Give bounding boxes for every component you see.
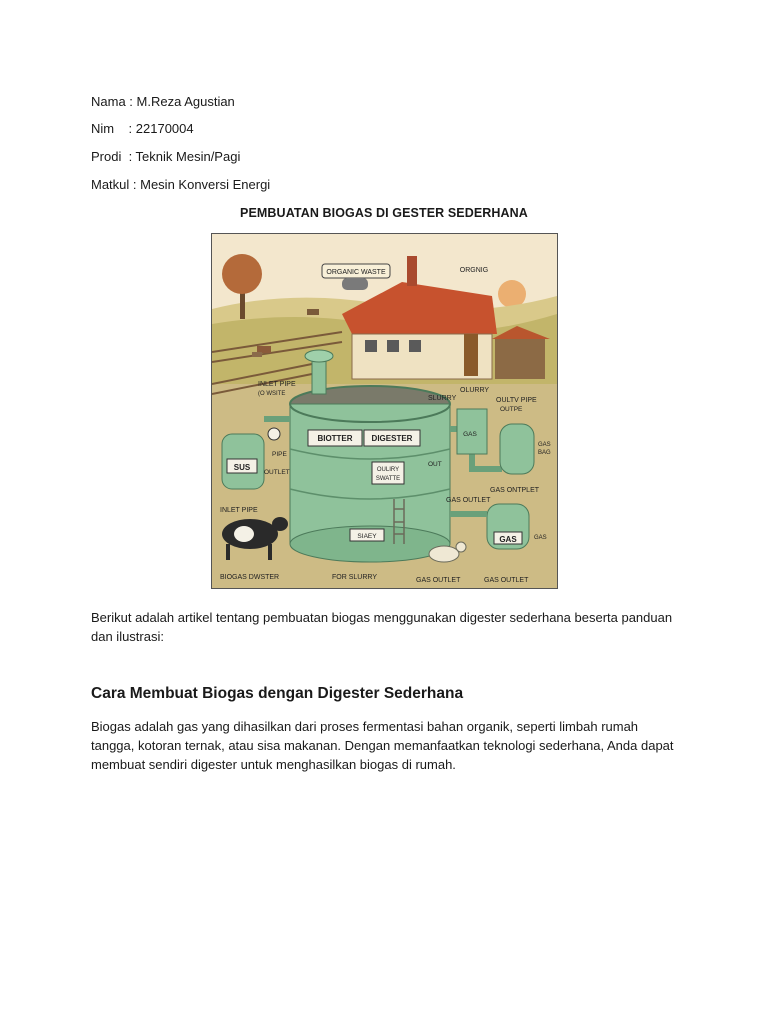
course-name: Matkul : Mesin Konversi Energi [91,177,271,192]
intro-paragraph: Berikut adalah artikel tentang pembuatan biogas menggunakan digester sederhana beserta panduan dan ilustrasi: [91,610,673,644]
label-gas-outlet-mid: GAS OUTLET [446,497,491,504]
student-id: Nim : 22170004 [91,121,194,136]
label-orgnig: ORGNIG [459,267,489,274]
label-ouliry-1: OULIRY [376,467,400,473]
label-gas-bag-1: GAS [538,442,551,448]
label-inlet-pipe-bottom: INLET PIPE [220,507,258,514]
label-gas-tank: GAS [499,535,517,544]
label-slurry: SLURRY [428,395,457,402]
label-pipe: PIPE [272,451,287,458]
biogas-illustration [211,233,558,589]
label-gas-bag-2: BAG [538,450,551,456]
document-title: PEMBUATAN BIOGAS DI GESTER SEDERHANA [240,206,528,220]
study-program: Prodi : Teknik Mesin/Pagi [91,149,241,164]
label-out: OUT [428,461,442,468]
label-inlet-pipe-top: INLET PIPE [258,381,296,388]
label-siaey: SIAEY [357,533,377,540]
label-gas-small: GAS [463,431,477,438]
label-organic-waste: ORGANIC WASTE [326,269,386,276]
label-ouliry-2: SWATTE [375,476,401,482]
label-gas-outlet-2: GAS OUTLET [484,577,529,584]
label-olurry: OLURRY [460,387,490,394]
section-heading: Cara Membuat Biogas dengan Digester Sederhana [91,685,464,702]
label-oultv-pipe: OULTV PIPE [496,397,537,404]
label-inlet-pipe-sub: (O WSITE [258,391,286,397]
label-outlet: OUTLET [264,469,290,476]
label-sus: SUS [233,463,251,472]
label-gas-ontplet: GAS ONTPLET [490,487,540,494]
student-name: Nama : M.Reza Agustian [91,94,235,109]
label-for-slurry: FOR SLURRY [332,574,377,581]
section-body: Biogas adalah gas yang dihasilkan dari proses fermentasi bahan organik, seperti limbah rumah tangga, kotoran ternak, atau sisa makanan. Dengan memanfaatkan teknologi sederhana, Anda dapat membuat sendiri digester untuk menghasilkan biogas di rumah. [91,719,674,772]
label-gas-side: GAS [534,535,547,541]
label-biotter: BIOTTER [317,434,353,443]
label-biogas-dwster: BIOGAS DWSTER [220,574,280,581]
label-gas-outlet-1: GAS OUTLET [416,577,461,584]
label-digester: DIGESTER [371,434,413,443]
label-outpe: OUTPE [500,406,523,413]
